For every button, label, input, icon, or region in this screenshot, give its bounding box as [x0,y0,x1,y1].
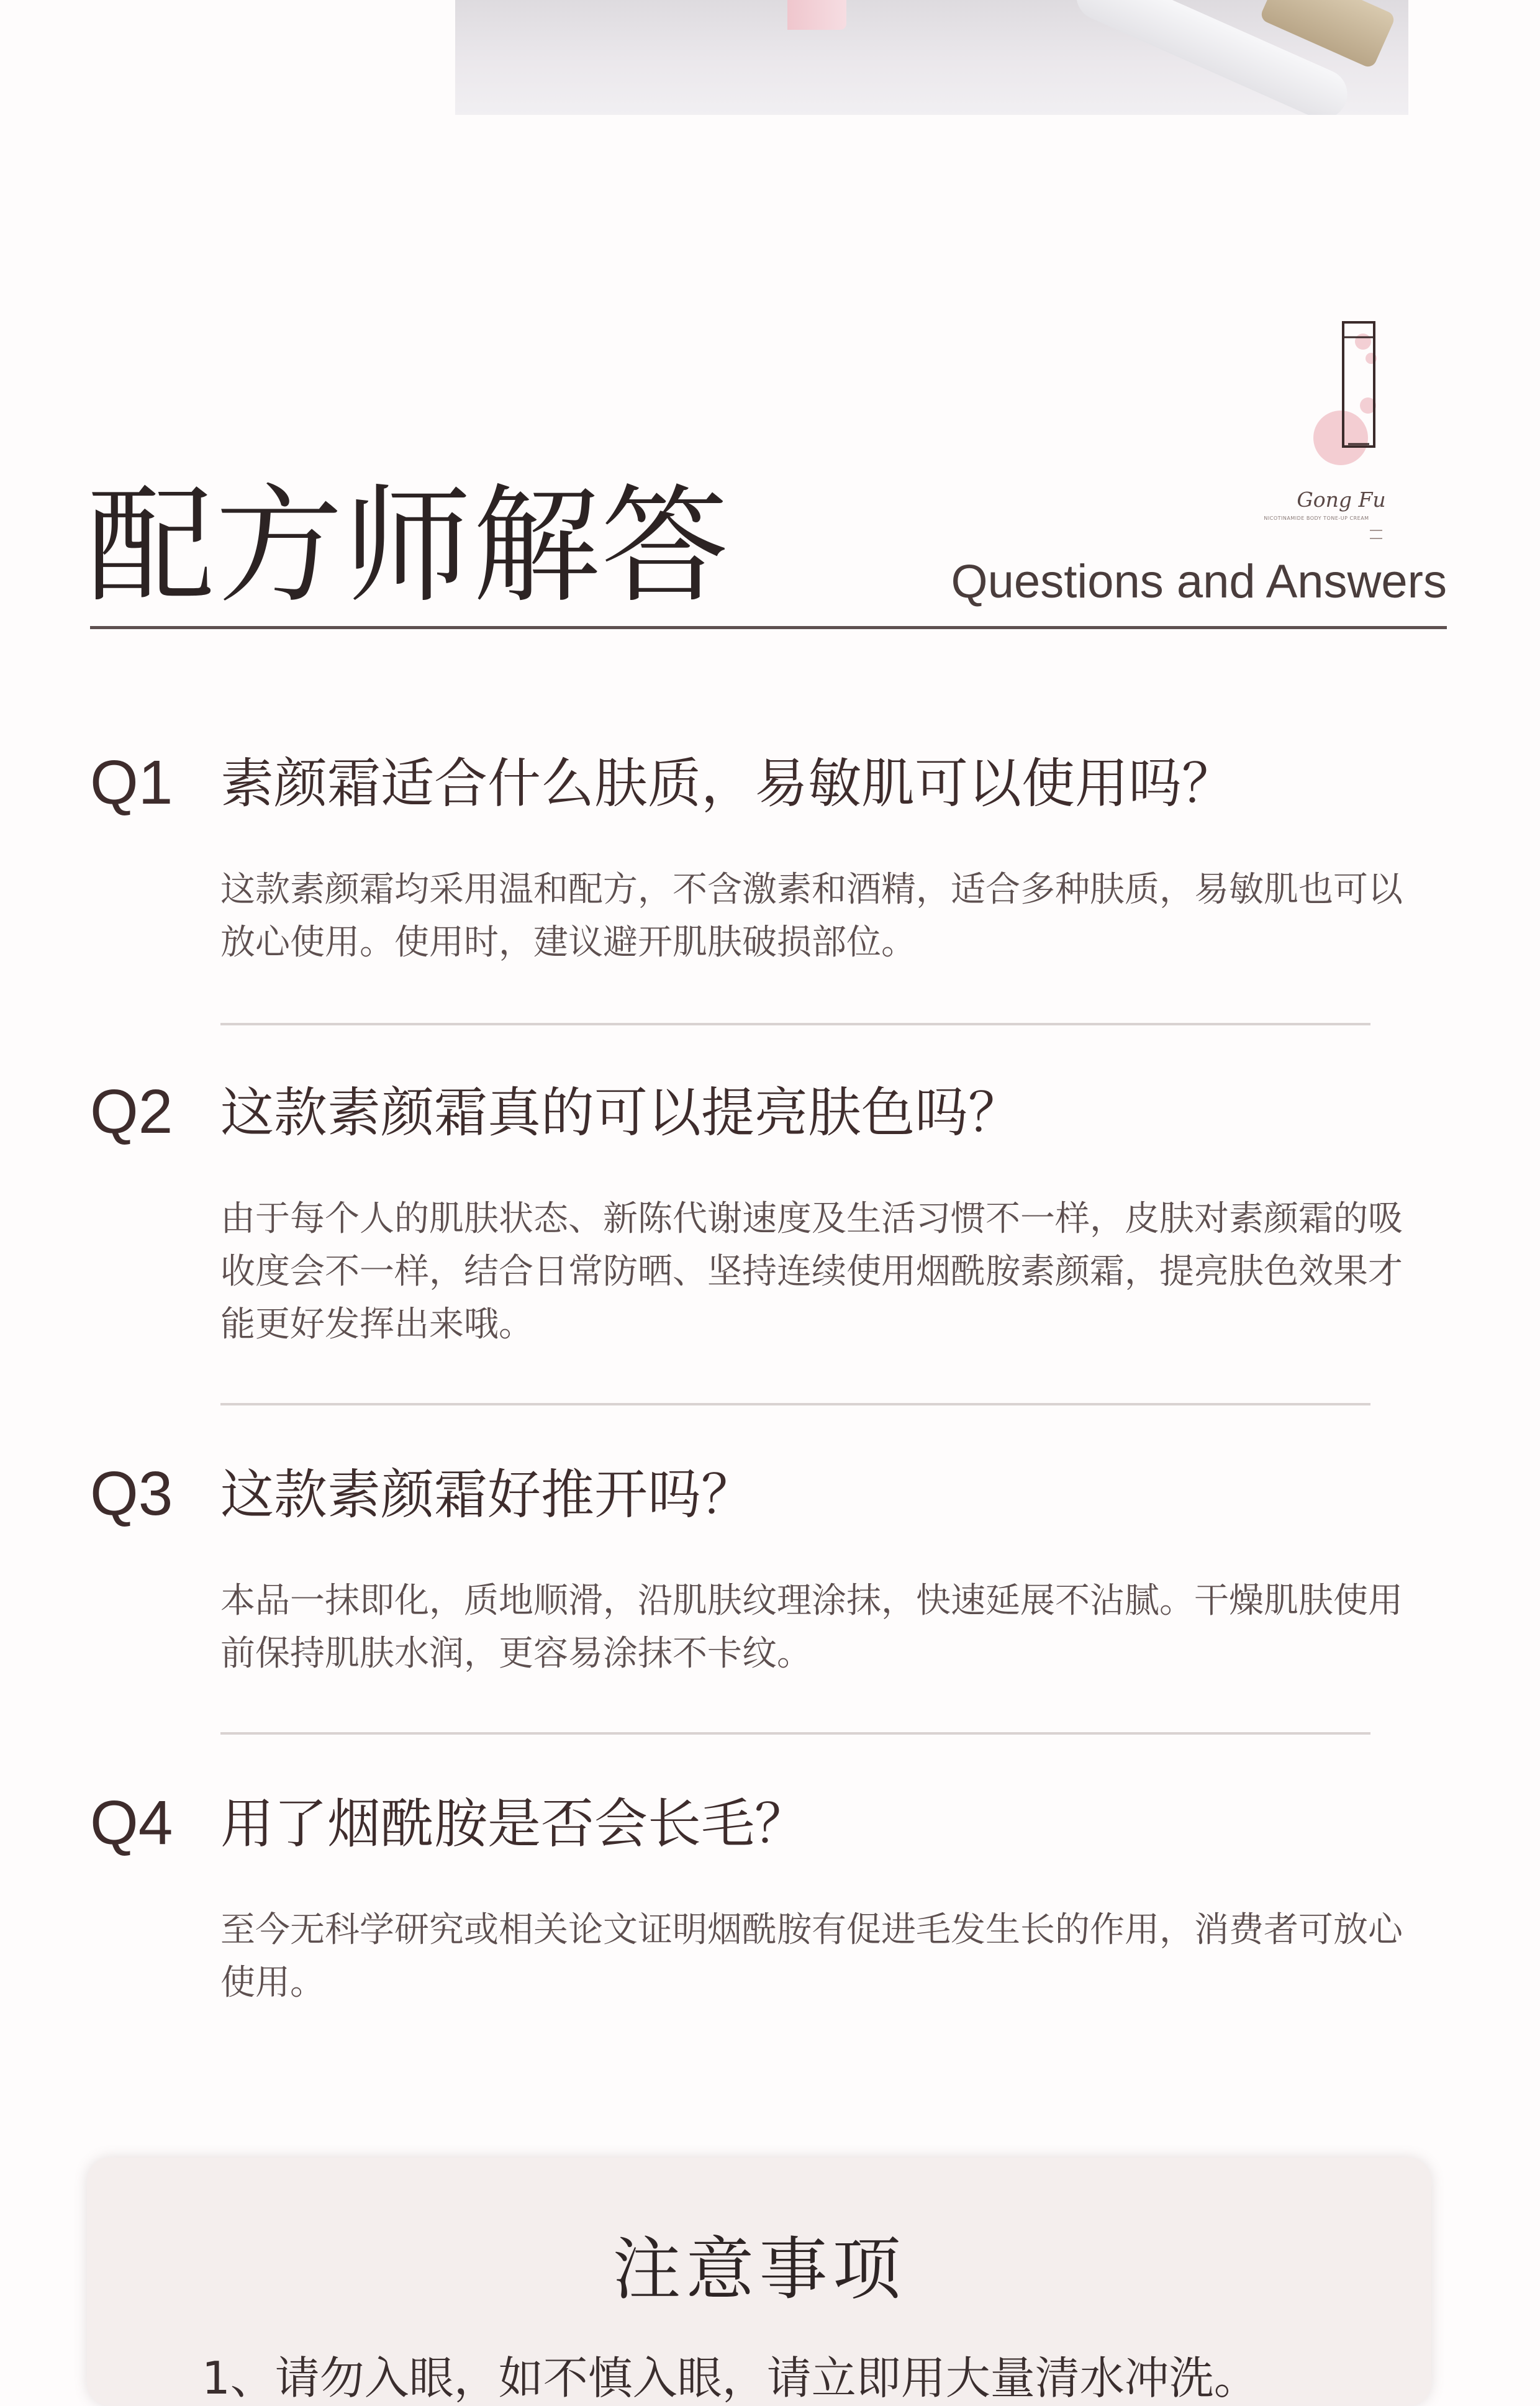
question-text: 这款素颜霜真的可以提亮肤色吗？ [220,1082,1021,1144]
notice-item-1: 1、请勿入眼，如不慎入眼，请立即用大量清水冲洗。 [202,2352,1259,2404]
question-text: 素颜霜适合什么肤质，易敏肌可以使用吗？ [220,753,1235,815]
answer-text: 这款素颜霜均采用温和配方，不含激素和酒精，适合多种肤质，易敏肌也可以放心使用。使用时，建议避开肌肤破损部位。 [220,869,1403,963]
question-number: Q2 [90,1077,173,1146]
product-photo [455,0,1408,115]
question-number: Q1 [90,748,173,817]
answer-text: 本品一抹即化，质地顺滑，沿肌肤纹理涂抹，快速延展不沾腻。干燥肌肤使用前保持肌肤水润，更容易涂抹不卡纹。 [220,1581,1403,1674]
answer-text: 由于每个人的肌肤状态、新陈代谢速度及生活习惯不一样，皮肤对素颜霜的吸收度会不一样，结合日常防晒、坚持连续使用烟酰胺素颜霜，提亮肤色效果才能更好发挥出来哦。 [220,1199,1403,1345]
question-number: Q4 [90,1788,173,1858]
brand-name: Gong Fu [1297,488,1386,512]
qa-divider [220,1023,1370,1025]
question-number: Q3 [90,1459,173,1528]
product-box [787,0,846,30]
question-text: 这款素颜霜好推开吗？ [220,1464,754,1526]
page-subtitle: Questions and Answers [951,555,1447,608]
qa-divider [220,1403,1370,1405]
qa-divider [220,1732,1370,1735]
page-title: 配方师解答 [87,473,730,620]
brand-mark [1370,530,1382,539]
notice-card [87,2158,1431,2406]
title-divider [90,626,1447,629]
brand-logo [1242,314,1403,543]
answer-text: 至今无科学研究或相关论文证明烟酰胺有促进毛发生长的作用，消费者可放心使用。 [220,1910,1403,2003]
question-text: 用了烟酰胺是否会长毛？ [220,1793,808,1855]
brand-tagline: NICOTINAMIDE BODY TONE-UP CREAM [1264,515,1369,521]
cream-tube-icon [1332,320,1382,463]
notice-title: 注意事项 [612,2230,906,2309]
